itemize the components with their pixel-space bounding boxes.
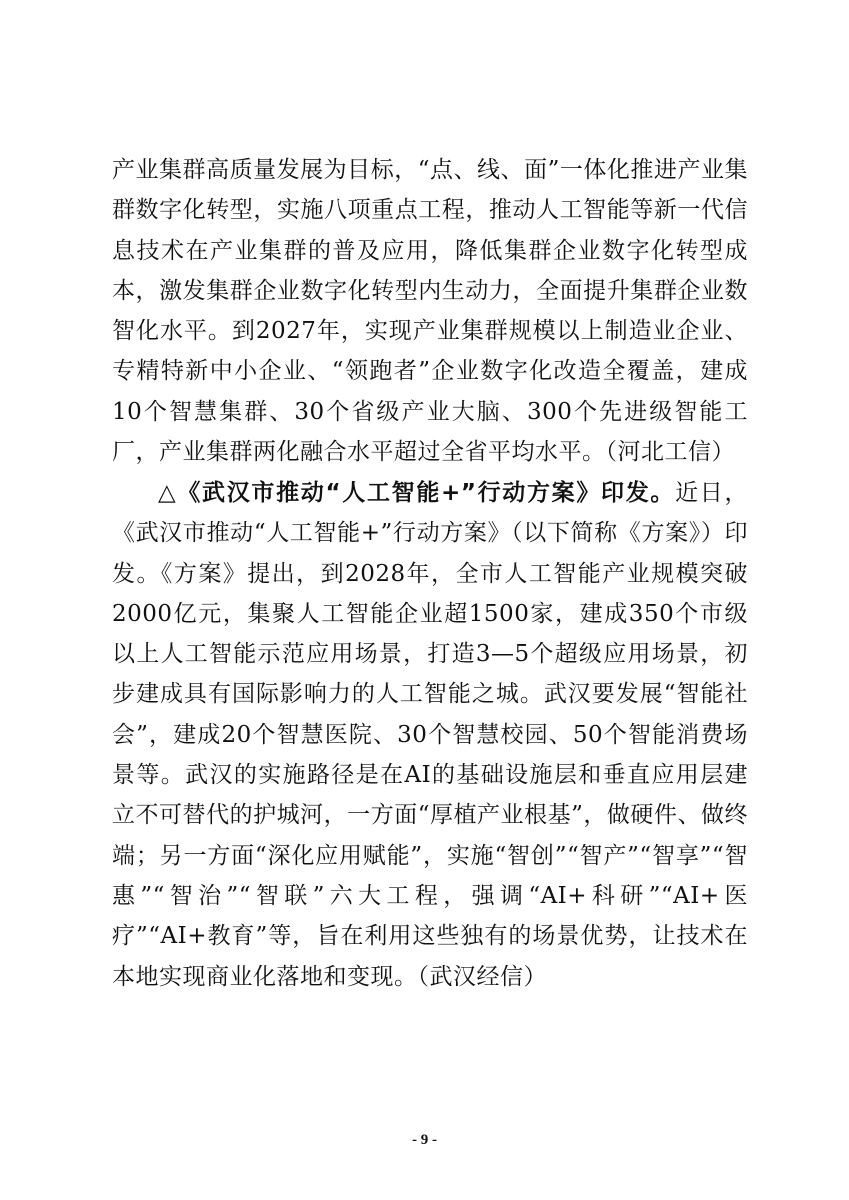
paragraph-wuhan (112, 473, 748, 997)
paragraph-wuhan-text (112, 473, 748, 997)
paragraph-wuhan-body: 近日，《武汉市推动“人工智能+”行动方案》（以下简称《方案》）印发。《方案》提出，到2028年，全市人工智能产业规模突破2000亿元，集聚人工智能企业超1500家，建成350个市级以上人工智能示范应用场景，打造3—5个超级应用场景，初步建成具有国际影响力的人工智能之城。武汉要发展“智能社会”，建成20个智慧医院、30个智慧校园、50个智能消费场景等。武汉的实施路径是在AI的基础设施层和垂直应用层建立不可替代的护城河，一方面“厚植产业根基”，做硬件、做终端；另一方面“深化应用赋能”，实施“智创”“智产”“智享”“智惠”“智治”“智联”六大工程，强调“AI+科研”“AI+医疗”“AI+教育”等，旨在利用这些独有的场景优势，让技术在本地实现商业化落地和变现。（武汉经信） (112, 480, 748, 990)
paragraph-wuhan-headline: △《武汉市推动“人工智能+”行动方案》印发。 (158, 480, 676, 506)
paragraph-hebei (112, 150, 748, 472)
page-number: - 9 - (412, 1132, 437, 1148)
paragraph-hebei-text: 产业集群高质量发展为目标，“点、线、面”一体化推进产业集群数字化转型，实施八项重点工程，推动人工智能等新一代信息技术在产业集群的普及应用，降低集群企业数字化转型成本，激发集群企业数字化转型内生动力，全面提升集群企业数智化水平。到2027年，实现产业集群规模以上制造业企业、专精特新中小企业、“领跑者”企业数字化改造全覆盖，建成10个智慧集群、30个省级产业大脑、300个先进级智能工厂，产业集群两化融合水平超过全省平均水平。（河北工信） (112, 157, 748, 466)
